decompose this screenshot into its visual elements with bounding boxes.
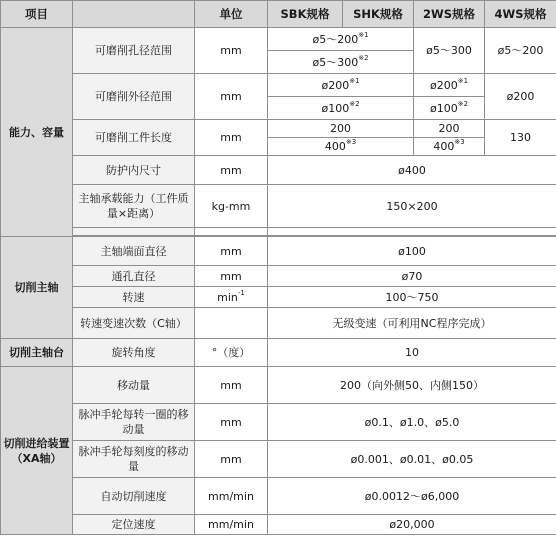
value-cell: ø100	[268, 237, 556, 266]
unit-cell: mm/min	[195, 478, 268, 515]
header-blank	[73, 1, 195, 28]
header-shk: SHK规格	[343, 1, 414, 28]
unit-cell: °（度）	[195, 339, 268, 367]
value-cell: ø20,000	[268, 515, 556, 535]
item-label: 可磨削工件长度	[73, 120, 195, 156]
item-label: 通孔直径	[73, 266, 195, 287]
header-sbk: SBK规格	[268, 1, 343, 28]
value-cell: ø5～200$^{※1}$	[268, 28, 414, 51]
unit-cell: mm	[195, 404, 268, 441]
category-spindle: 切削主轴	[1, 237, 73, 339]
value-cell: ø200$^{※1}$	[414, 74, 485, 97]
table-row	[1, 156, 556, 185]
unit-cell: mm/min	[195, 515, 268, 535]
unit-cell: mm	[195, 74, 268, 120]
header-unit: 单位	[195, 1, 268, 28]
unit-cell: $\min^{-1}$	[195, 287, 268, 308]
table-row	[1, 28, 556, 51]
item-label: 移动量	[73, 367, 195, 404]
value-cell: ø0.1、ø1.0、ø5.0	[268, 404, 556, 441]
table-row	[1, 120, 556, 138]
table-row	[1, 228, 556, 236]
unit-cell: mm	[195, 441, 268, 478]
header-2ws: 2WS规格	[414, 1, 485, 28]
item-label: 主轴承载能力（工件质量×距离）	[73, 185, 195, 228]
item-label: 自动切削速度	[73, 478, 195, 515]
value-cell: 130	[485, 120, 556, 156]
value-cell: 400$^{※3}$	[268, 138, 414, 156]
header-row	[1, 1, 556, 28]
header-4ws: 4WS规格	[485, 1, 556, 28]
category-feed: 切削进给装置（XA轴）	[1, 367, 73, 535]
table-row	[1, 74, 556, 97]
value-cell: ø5～300	[414, 28, 485, 74]
table-row	[1, 266, 556, 287]
value-cell: ø0.001、ø0.01、ø0.05	[268, 441, 556, 478]
item-label: 转速变速次数（C轴）	[73, 308, 195, 339]
item-label	[73, 228, 195, 236]
unit-cell: mm	[195, 120, 268, 156]
value-cell: 400$^{※3}$	[414, 138, 485, 156]
unit-cell: mm	[195, 367, 268, 404]
value-cell: 150×200	[268, 185, 556, 228]
value-cell: 10	[268, 339, 556, 367]
unit-cell	[195, 308, 268, 339]
unit-cell: mm	[195, 237, 268, 266]
value-cell: ø100$^{※2}$	[268, 97, 414, 120]
unit-cell: mm	[195, 28, 268, 74]
category-capacity: 能力、容量	[1, 28, 73, 237]
table-row	[1, 404, 556, 441]
table-row	[1, 367, 556, 404]
table-row	[1, 308, 556, 339]
item-label: 脉冲手轮每转一圈的移动量	[73, 404, 195, 441]
item-label: 防护内尺寸	[73, 156, 195, 185]
category-spindle-head: 切削主轴台	[1, 339, 73, 367]
unit-cell: kg-mm	[195, 185, 268, 228]
value-cell: 无级变速（可利用NC程序完成）	[268, 308, 556, 339]
table-row	[1, 185, 556, 228]
table-row	[1, 339, 556, 367]
item-label: 主轴端面直径	[73, 237, 195, 266]
value-cell: ø100$^{※2}$	[414, 97, 485, 120]
table-row	[1, 515, 556, 535]
item-label: 脉冲手轮每刻度的移动量	[73, 441, 195, 478]
value-cell: 200（向外侧50、内侧150）	[268, 367, 556, 404]
value-cell: 100～750	[268, 287, 556, 308]
item-label: 定位速度	[73, 515, 195, 535]
header-item: 项目	[1, 1, 73, 28]
table-row	[1, 441, 556, 478]
value-cell: ø70	[268, 266, 556, 287]
value-cell: ø0.0012～ø6,000	[268, 478, 556, 515]
value-cell	[268, 228, 556, 236]
unit-cell: mm	[195, 266, 268, 287]
value-cell: ø5～200	[485, 28, 556, 74]
value-cell: ø200	[485, 74, 556, 120]
table-row	[1, 478, 556, 515]
unit-cell: mm	[195, 156, 268, 185]
table-row	[1, 237, 556, 266]
value-cell: 200	[414, 120, 485, 138]
item-label: 旋转角度	[73, 339, 195, 367]
item-label: 可磨削外径范围	[73, 74, 195, 120]
table-row	[1, 287, 556, 308]
value-cell: ø400	[268, 156, 556, 185]
unit-cell	[195, 228, 268, 236]
value-cell: 200	[268, 120, 414, 138]
value-cell: ø200$^{※1}$	[268, 74, 414, 97]
item-label: 转速	[73, 287, 195, 308]
item-label: 可磨削孔径范围	[73, 28, 195, 74]
value-cell: ø5～300$^{※2}$	[268, 51, 414, 74]
